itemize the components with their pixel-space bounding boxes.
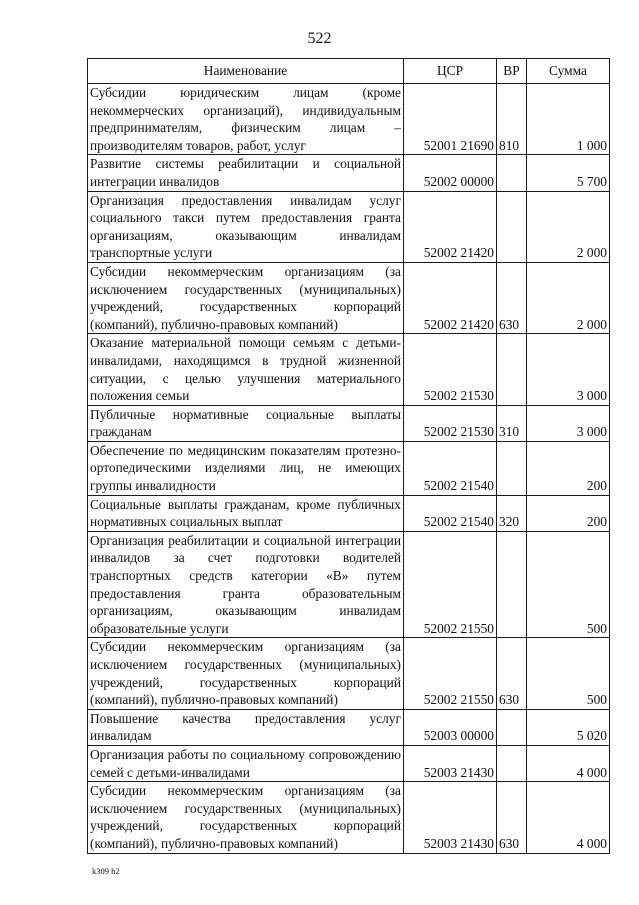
- row-csr: 52002 21540: [404, 495, 497, 531]
- table-row: [88, 155, 610, 191]
- page-number: 522: [307, 30, 332, 47]
- row-name: Субсидии некоммерческим организациям (за исключением государственных (муниципальных) учреждений, государственных корпораций (компаний), публично-правовых компаний): [88, 782, 404, 853]
- column-header-sum: Сумма: [527, 59, 610, 84]
- row-csr: 52002 21420: [404, 191, 497, 262]
- table-row: [88, 84, 610, 155]
- row-name: Организация реабилитации и социальной интеграции инвалидов за счет подготовки водителей транспортных средств категории «В» путем предоставления гранта образовательным организациям, оказывающим инвалидам образовательные услуги: [88, 531, 404, 638]
- column-header-vr: ВР: [497, 59, 527, 84]
- row-vr: [497, 155, 527, 191]
- row-sum: 200: [527, 495, 610, 531]
- row-sum: 2 000: [527, 262, 610, 333]
- row-vr: [497, 441, 527, 495]
- row-sum: 1 000: [527, 84, 610, 155]
- row-name: Повышение качества предоставления услуг инвалидам: [88, 709, 404, 745]
- footer-document-code: k309 h2: [92, 866, 120, 876]
- row-vr: [497, 191, 527, 262]
- row-csr: 52002 00000: [404, 155, 497, 191]
- row-sum: 3 000: [527, 405, 610, 441]
- row-sum: 2 000: [527, 191, 610, 262]
- table-row: [88, 495, 610, 531]
- row-sum: 5 020: [527, 709, 610, 745]
- row-vr: [497, 709, 527, 745]
- table-row: [88, 745, 610, 781]
- table-row: [88, 709, 610, 745]
- row-name: Субсидии некоммерческим организациям (за исключением государственных (муниципальных) учреждений, государственных корпораций (компаний), публично-правовых компаний): [88, 262, 404, 333]
- row-csr: 52003 21430: [404, 745, 497, 781]
- row-csr: 52002 21530: [404, 334, 497, 405]
- row-sum: 3 000: [527, 334, 610, 405]
- row-name: Обеспечение по медицинским показателям протезно-ортопедическими изделиями лиц, не имеющих группы инвалидности: [88, 441, 404, 495]
- row-name: Организация предоставления инвалидам услуг социального такси путем предоставления гранта организациям, оказывающим инвалидам транспортные услуги: [88, 191, 404, 262]
- row-vr: [497, 531, 527, 638]
- row-vr: 320: [497, 495, 527, 531]
- table-row: [88, 262, 610, 333]
- row-vr: 630: [497, 782, 527, 853]
- budget-table: [87, 58, 610, 854]
- column-header-name: Наименование: [88, 59, 404, 84]
- table-row: [88, 782, 610, 853]
- row-vr: [497, 334, 527, 405]
- row-sum: 5 700: [527, 155, 610, 191]
- row-name: Субсидии юридическим лицам (кроме некоммерческих организаций), индивидуальным предпринимателям, физическим лицам – производителям товаров, работ, услуг: [88, 84, 404, 155]
- row-csr: 52002 21530: [404, 405, 497, 441]
- row-name: Оказание материальной помощи семьям с детьми-инвалидами, находящимся в трудной жизненной ситуации, с целью улучшения материального положения семьи: [88, 334, 404, 405]
- row-vr: 630: [497, 638, 527, 709]
- row-vr: 630: [497, 262, 527, 333]
- row-name: Развитие системы реабилитации и социальной интеграции инвалидов: [88, 155, 404, 191]
- row-name: Организация работы по социальному сопровождению семей с детьми-инвалидами: [88, 745, 404, 781]
- table-row: [88, 638, 610, 709]
- table-row: [88, 191, 610, 262]
- row-name: Публичные нормативные социальные выплаты гражданам: [88, 405, 404, 441]
- table-row: [88, 441, 610, 495]
- row-name: Субсидии некоммерческим организациям (за исключением государственных (муниципальных) учреждений, государственных корпораций (компаний), публично-правовых компаний): [88, 638, 404, 709]
- table-row: [88, 405, 610, 441]
- row-sum: 500: [527, 638, 610, 709]
- row-vr: 310: [497, 405, 527, 441]
- table-row: [88, 334, 610, 405]
- table-header-row: [88, 59, 610, 84]
- row-csr: 52002 21550: [404, 638, 497, 709]
- row-sum: 4 000: [527, 782, 610, 853]
- row-csr: 52001 21690: [404, 84, 497, 155]
- row-csr: 52003 00000: [404, 709, 497, 745]
- row-vr: [497, 745, 527, 781]
- row-sum: 500: [527, 531, 610, 638]
- column-header-csr: ЦСР: [404, 59, 497, 84]
- row-name: Социальные выплаты гражданам, кроме публичных нормативных социальных выплат: [88, 495, 404, 531]
- row-csr: 52002 21540: [404, 441, 497, 495]
- table-row: [88, 531, 610, 638]
- row-sum: 4 000: [527, 745, 610, 781]
- row-csr: 52002 21420: [404, 262, 497, 333]
- row-csr: 52002 21550: [404, 531, 497, 638]
- row-csr: 52003 21430: [404, 782, 497, 853]
- row-sum: 200: [527, 441, 610, 495]
- row-vr: 810: [497, 84, 527, 155]
